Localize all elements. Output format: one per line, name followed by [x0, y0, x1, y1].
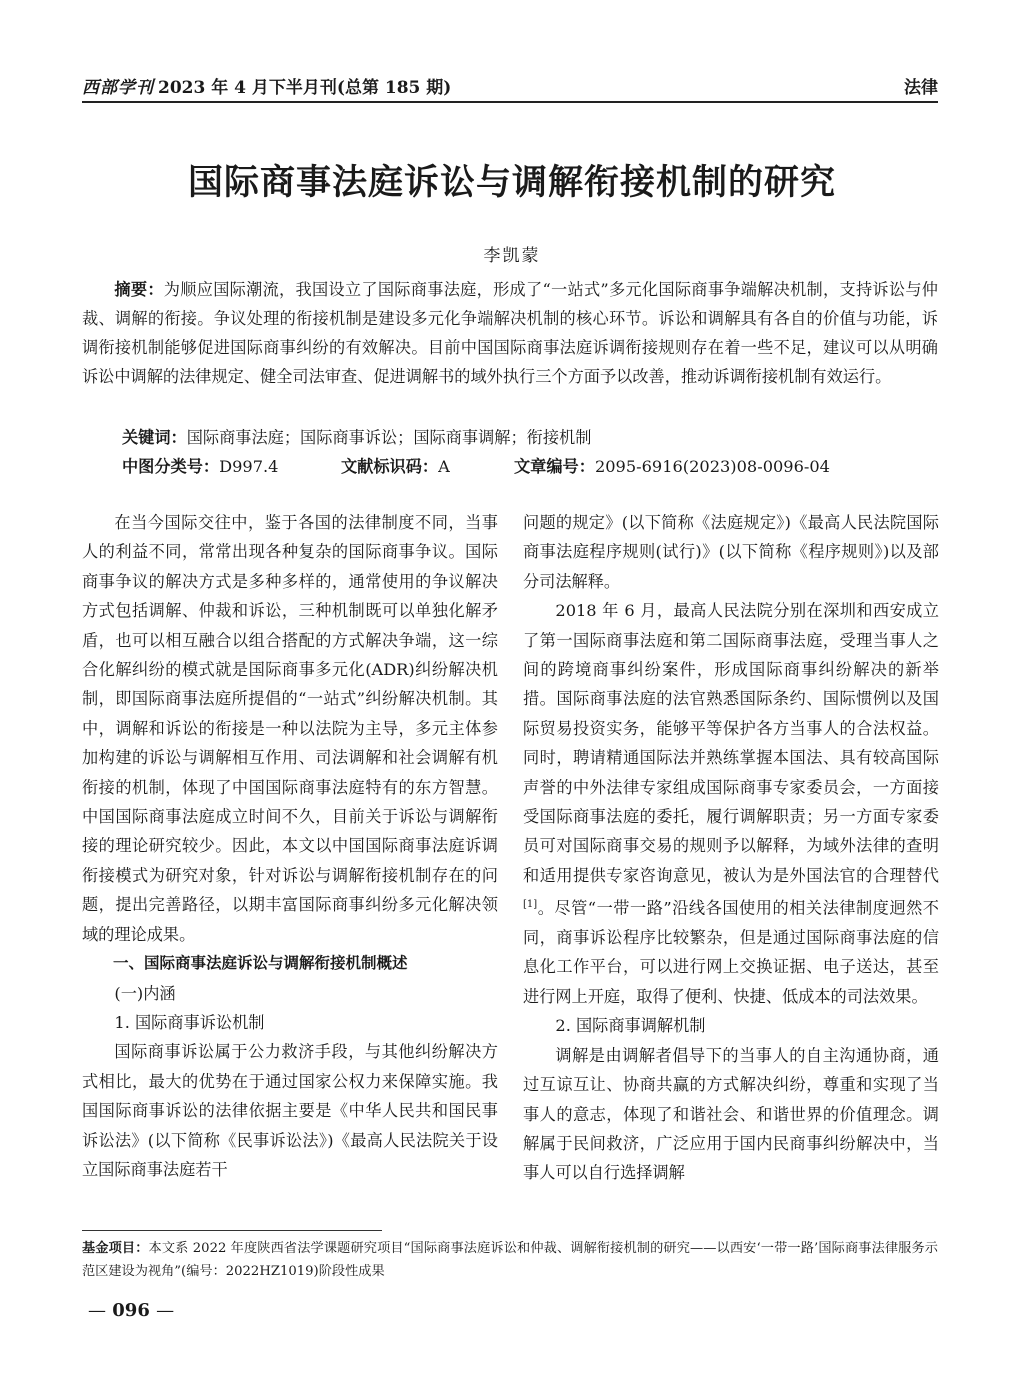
- clc-value: D997.4: [219, 457, 279, 476]
- paragraph: [523, 596, 939, 1011]
- funding-text: 本文系 2022 年度陕西省法学课题研究项目“国际商事法庭诉讼和仲裁、调解衔接机制的研究——以西安‘一带一路’国际商事法律服务示范区建设为视角”(编号：2022HZ1019)阶段性成果: [82, 1241, 938, 1279]
- article-number-label: 文章编号：: [514, 457, 595, 476]
- document-code-label: 文献标识码：: [341, 457, 439, 476]
- subsubsection-heading: 2. 国际商事调解机制: [555, 1016, 706, 1036]
- article-title: 国际商事法庭诉讼与调解衔接机制的研究: [187, 163, 836, 203]
- abstract: [82, 275, 938, 391]
- abstract-text: 为顺应国际潮流，我国设立了国际商事法庭，形成了“一站式”多元化国际商事争端解决机制，支持诉讼与仲裁、调解的衔接。争议处理的衔接机制是建设多元化争端解决机制的核心环节。诉讼和调解具有各自的价值与功能，诉调衔接机制能够促进国际商事纠纷的有效解决。目前中国国际商事法庭诉调衔接规则存在着一些不足，建议可以从明确诉讼中调解的法律规定、健全司法审查、促进调解书的域外执行三个方面予以改善，推动诉调衔接机制有效运行。: [82, 280, 938, 386]
- footnote-divider: [82, 1230, 382, 1231]
- running-header: [82, 72, 938, 98]
- article-number-value: 2095-6916(2023)08-0096-04: [594, 457, 830, 476]
- clc-label: 中图分类号：: [122, 457, 220, 476]
- header-issue-info: [82, 73, 451, 98]
- document-code: [341, 452, 450, 481]
- paragraph: 在当今国际交往中，鉴于各国的法律制度不同，当事人的利益不同，常常出现各种复杂的国际商事争议。国际商事争议的解决方式是多种多样的，通常使用的争议解决方式包括调解、仲裁和诉讼，三种机制既可以单独化解矛盾，也可以相互融合以组合搭配的方式解决争端，这一综合化解纠纷的模式就是国际商事多元化(ADR)纠纷解决机制，即国际商事法庭所提倡的“一站式”纠纷解决机制。其中，调解和诉讼的衔接是一种以法院为主导，多元主体参加构建的诉讼与调解相互作用、司法调解和社会调解有机衔接的机制，体现了中国国际商事法庭特有的东方智慧。中国国际商事法庭成立时间不久，目前关于诉讼与调解衔接的理论研究较少。因此，本文以中国国际商事法庭诉调衔接模式为研究对象，针对诉讼与调解衔接机制存在的问题，提出完善路径，以期丰富国际商事纠纷多元化解决领域的理论成果。: [82, 513, 498, 944]
- citation-ref[interactable]: [1]: [523, 899, 538, 911]
- document-code-value: A: [438, 457, 450, 476]
- issue-label: 2023 年 4 月下半月刊(总第 185 期): [158, 78, 452, 98]
- author-name: 李凯蒙: [483, 246, 541, 266]
- right-column: [523, 508, 939, 1188]
- page-number-value: 096: [112, 1300, 150, 1321]
- paragraph: 调解是由调解者倡导下的当事人的自主沟通协商，通过互谅互让、协商共赢的方式解决纠纷，尊重和实现了当事人的意志，体现了和谐社会、和谐世界的价值理念。调解属于民间救济，广泛应用于国内民商事纠纷解决中，当事人可以自行选择调解: [523, 1045, 939, 1183]
- funding-label: 基金项目：: [82, 1241, 149, 1256]
- journal-logo: 西部学刊: [82, 78, 154, 98]
- funding-footnote: [82, 1237, 938, 1283]
- article-number: [514, 452, 830, 481]
- section-label: 法律: [904, 78, 938, 98]
- paragraph-text: 。尽管“一带一路”沿线各国使用的相关法律制度迥然不同，商事诉讼程序比较繁杂，但是通过国际商事法庭的信息化工作平台，可以进行网上交换证据、电子送达，甚至进行网上开庭，取得了便利、快捷、低成本的司法效果。: [523, 898, 939, 1006]
- section-heading: 一、国际商事法庭诉讼与调解衔接机制概述: [113, 954, 408, 973]
- abstract-label: 摘要：: [114, 280, 164, 299]
- subsubsection-heading: 1. 国际商事诉讼机制: [114, 1012, 265, 1032]
- left-column: [82, 508, 498, 1184]
- keywords: [122, 423, 938, 452]
- subsection-heading: (一)内涵: [114, 983, 176, 1003]
- paragraph-continued: 问题的规定》(以下简称《法庭规定》)《最高人民法院国际商事法庭程序规则(试行)》(以下简称《程序规则》)以及部分司法解释。: [523, 513, 939, 591]
- clc-code: [122, 452, 278, 481]
- keywords-text: 国际商事法庭；国际商事诉讼；国际商事调解；衔接机制: [186, 428, 592, 447]
- paragraph-text: 2018 年 6 月，最高人民法院分别在深圳和西安成立了第一国际商事法庭和第二国际商事法庭，受理当事人之间的跨境商事纠纷案件，形成国际商事纠纷解决的新举措。国际商事法庭的法官熟悉国际条约、国际惯例以及国际贸易投资实务，能够平等保护各方当事人的合法权益。同时，聘请精通国际法并熟练掌握本国法、具有较高国际声誉的中外法律专家组成国际商事专家委员会，一方面接受国际商事法庭的委托，履行调解职责；另一方面专家委员可对国际商事交易的规则予以解释，为域外法律的查明和适用提供专家咨询意见，被认为是外国法官的合理替代: [523, 601, 939, 885]
- paragraph: 国际商事诉讼属于公力救济手段，与其他纠纷解决方式相比，最大的优势在于通过国家公权力来保障实施。我国国际商事诉讼的法律依据主要是《中华人民共和国民事诉讼法》(以下简称《民事诉讼法》)《最高人民法院关于设立国际商事法庭若干: [82, 1042, 498, 1179]
- page-number: — 096 —: [88, 1300, 175, 1321]
- keywords-label: 关键词：: [122, 428, 187, 447]
- header-divider: [82, 101, 938, 103]
